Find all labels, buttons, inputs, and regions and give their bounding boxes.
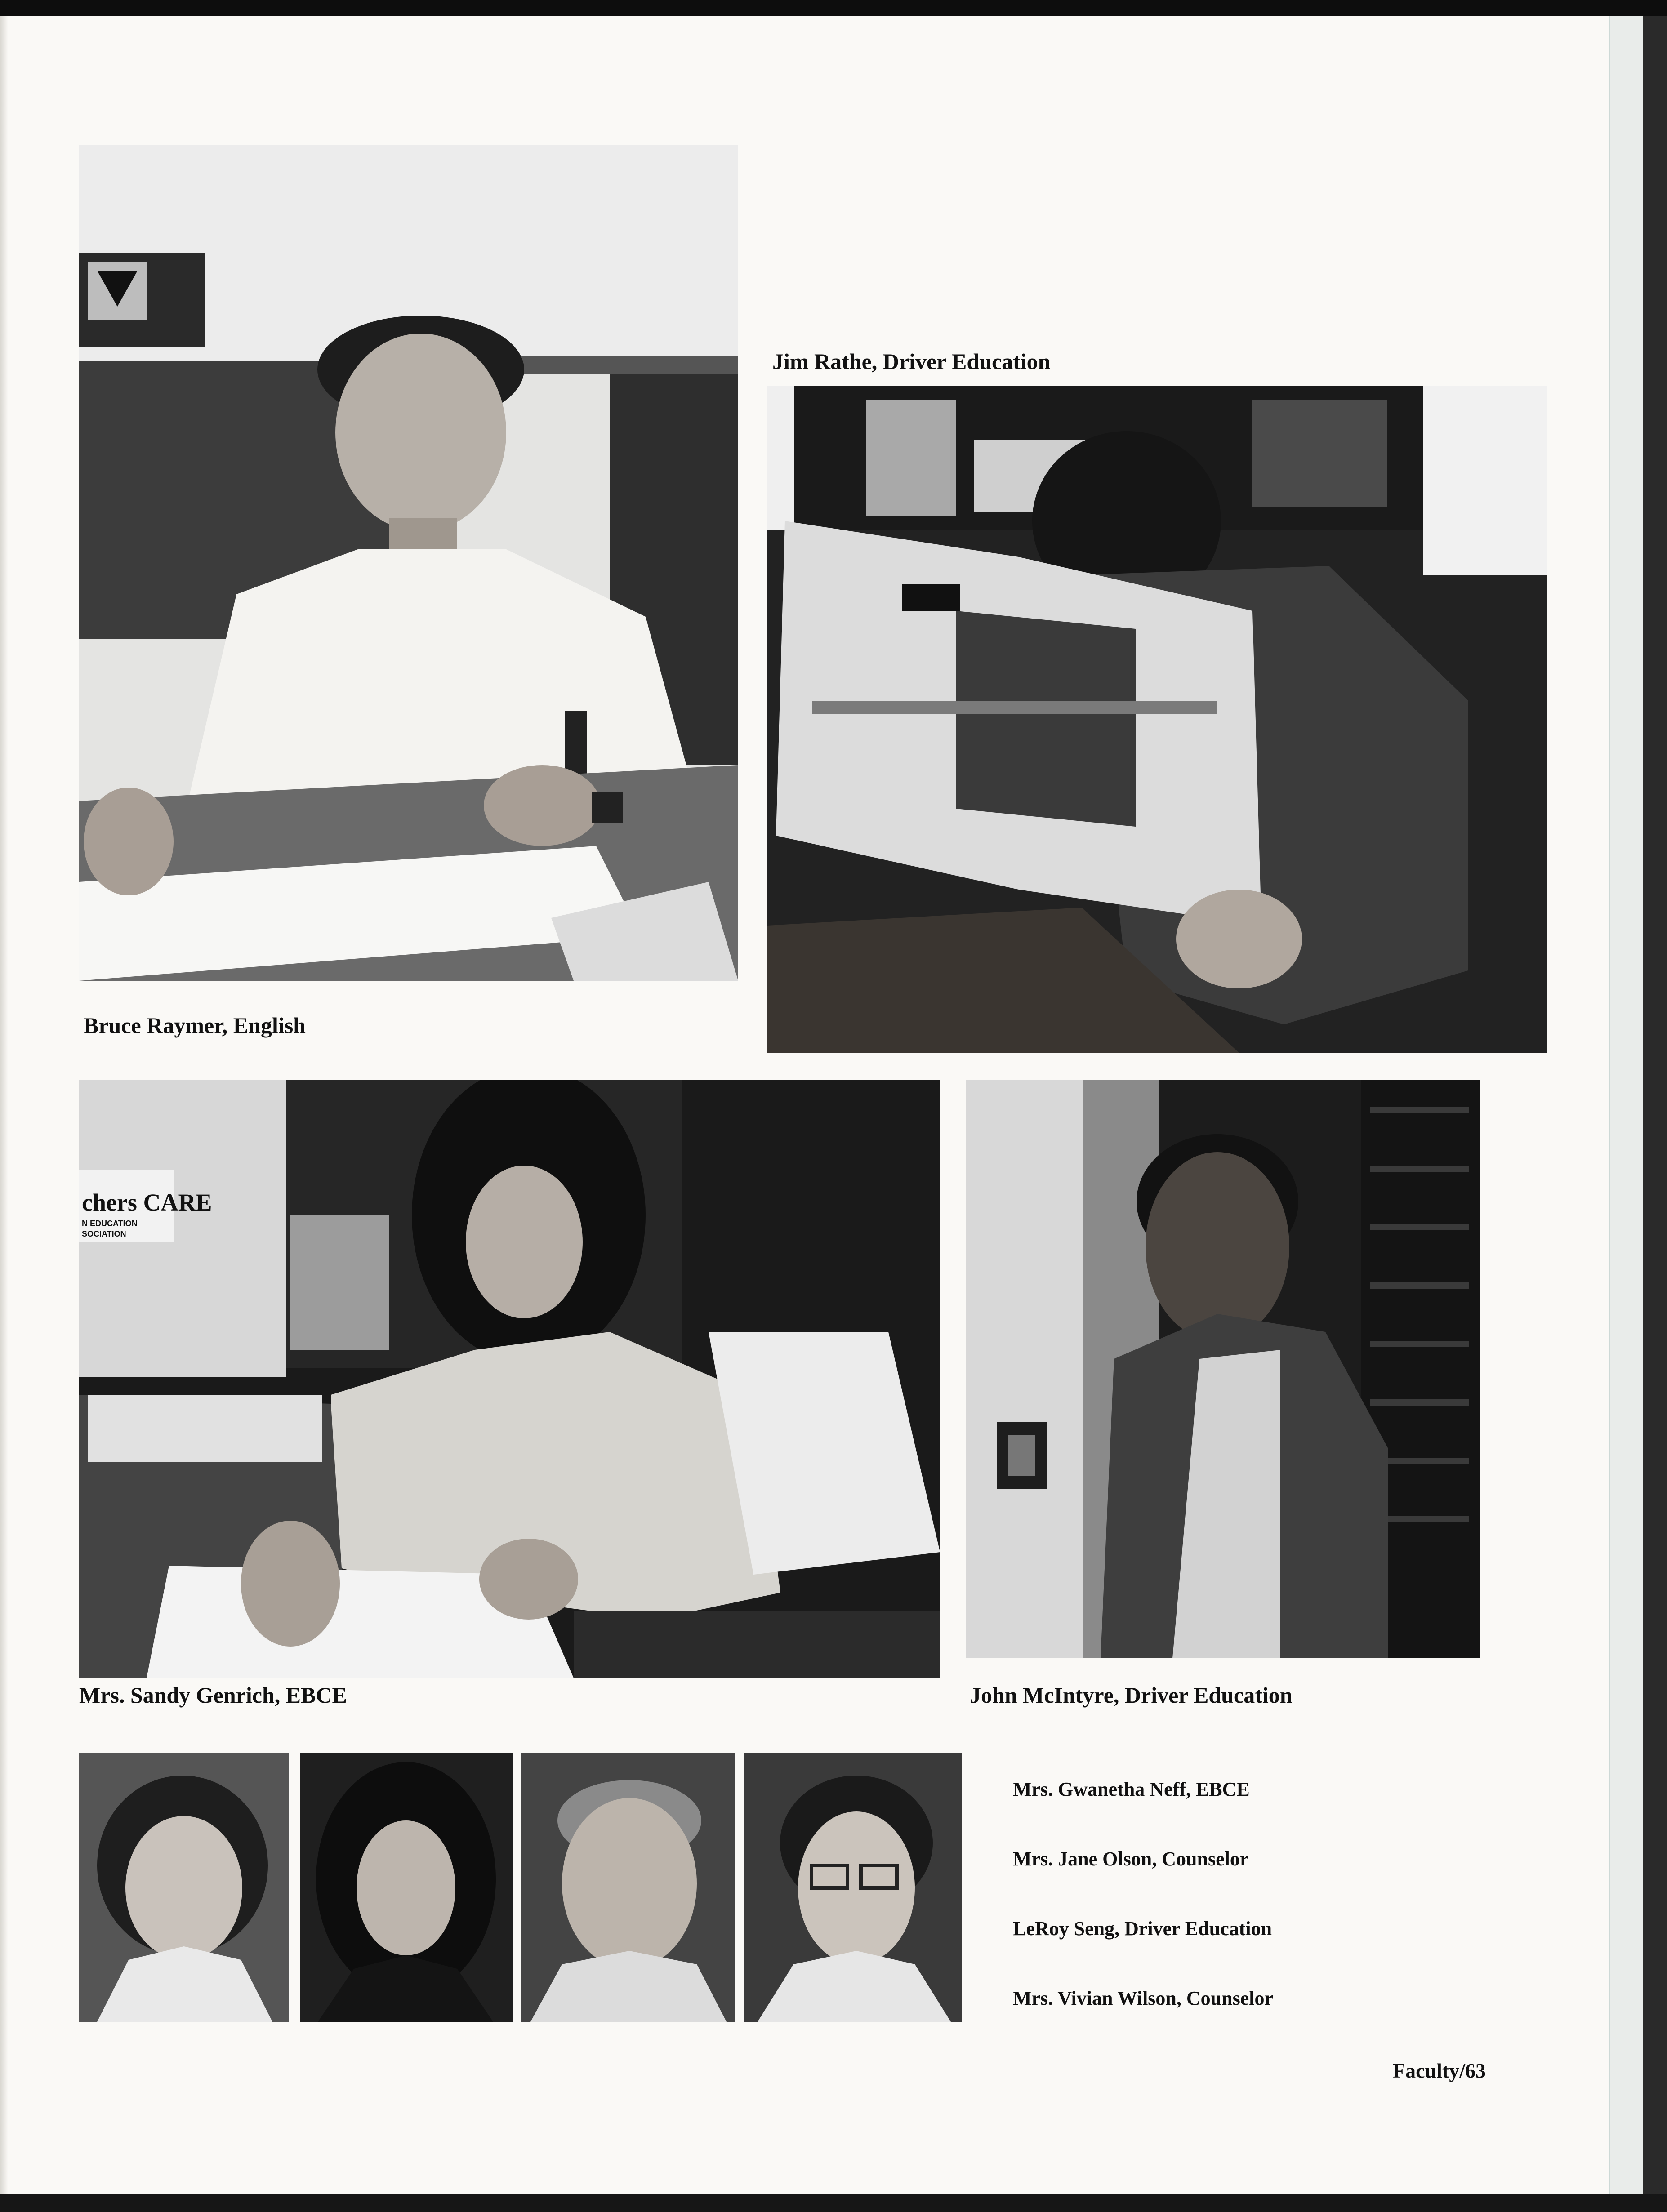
page-bottom-border: [0, 2194, 1667, 2212]
photo-john-mcintyre: [966, 1080, 1480, 1658]
page-right-edge: [1609, 16, 1645, 2194]
poster-text-line1: chers CARE: [82, 1189, 212, 1216]
page-folio: Faculty/63: [1393, 2059, 1486, 2082]
photo-sandy-genrich: [79, 1080, 940, 1678]
photo-bruce-raymer: [79, 145, 738, 981]
photo-jim-rathe: [767, 386, 1547, 1053]
portrait-caption-neff: Mrs. Gwanetha Neff, EBCE: [1013, 1778, 1250, 1800]
poster-text-line3: SOCIATION: [82, 1229, 126, 1238]
page-left-edge: [0, 16, 8, 2194]
caption-jim-rathe: Jim Rathe, Driver Education: [772, 349, 1051, 374]
caption-sandy-genrich: Mrs. Sandy Genrich, EBCE: [79, 1682, 347, 1708]
page-top-border: [0, 0, 1667, 16]
portrait-jane-olson: [300, 1753, 513, 2022]
portrait-caption-seng: LeRoy Seng, Driver Education: [1013, 1918, 1272, 1940]
portrait-vivian-wilson: [744, 1753, 962, 2022]
caption-john-mcintyre: John McIntyre, Driver Education: [970, 1682, 1293, 1708]
portrait-gwanetha-neff: [79, 1753, 289, 2022]
poster-text-line2: N EDUCATION: [82, 1219, 138, 1228]
page-right-border: [1643, 16, 1667, 2194]
portrait-leroy-seng: [521, 1753, 735, 2022]
caption-bruce-raymer: Bruce Raymer, English: [84, 1013, 306, 1038]
portrait-caption-olson: Mrs. Jane Olson, Counselor: [1013, 1848, 1249, 1870]
portrait-caption-wilson: Mrs. Vivian Wilson, Counselor: [1013, 1987, 1274, 2009]
